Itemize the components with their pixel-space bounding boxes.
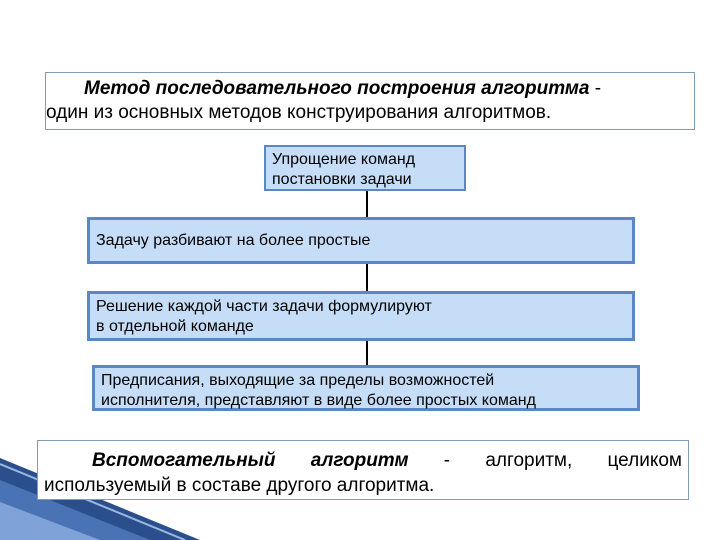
step-text-line: исполнителя, представляют в виде более простых команд	[101, 392, 536, 409]
step-text-line: Упрощение команд	[272, 151, 416, 168]
step-simplify-commands	[264, 145, 466, 191]
auxiliary-definition-line1	[38, 448, 682, 473]
step-text-line: Задачу разбивают на более простые	[96, 231, 371, 249]
step-formulate-parts	[87, 291, 635, 341]
auxiliary-term: Вспомогательный	[92, 450, 276, 471]
step-text-line: Решение каждой части задачи формулируют	[96, 298, 432, 315]
step-simpler-commands	[92, 365, 640, 411]
step-text-line: Предписания, выходящие за пределы возможностей	[101, 372, 495, 389]
step-text-line: постановки задачи	[272, 171, 412, 188]
method-definition-box	[45, 72, 695, 130]
connector-line	[366, 264, 368, 292]
step-split-task	[87, 217, 635, 264]
auxiliary-term2: алгоритм	[310, 450, 409, 471]
connector-line	[366, 341, 368, 366]
auxiliary-dash: -	[443, 450, 451, 471]
auxiliary-algorithm-box	[37, 440, 689, 500]
method-definition-line1	[46, 77, 688, 101]
step-text-line: в отдельной команде	[96, 318, 254, 335]
method-dash: -	[589, 78, 602, 99]
auxiliary-word: алгоритм,	[485, 450, 573, 471]
auxiliary-word: целиком	[607, 450, 682, 471]
method-definition-rest: один из основных методов конструирования алгоритмов.	[46, 102, 552, 123]
auxiliary-definition-rest: используемый в составе другого алгоритма.	[44, 475, 435, 496]
method-term: Метод последовательного построения алгоритма	[84, 78, 590, 99]
connector-line	[366, 191, 368, 218]
